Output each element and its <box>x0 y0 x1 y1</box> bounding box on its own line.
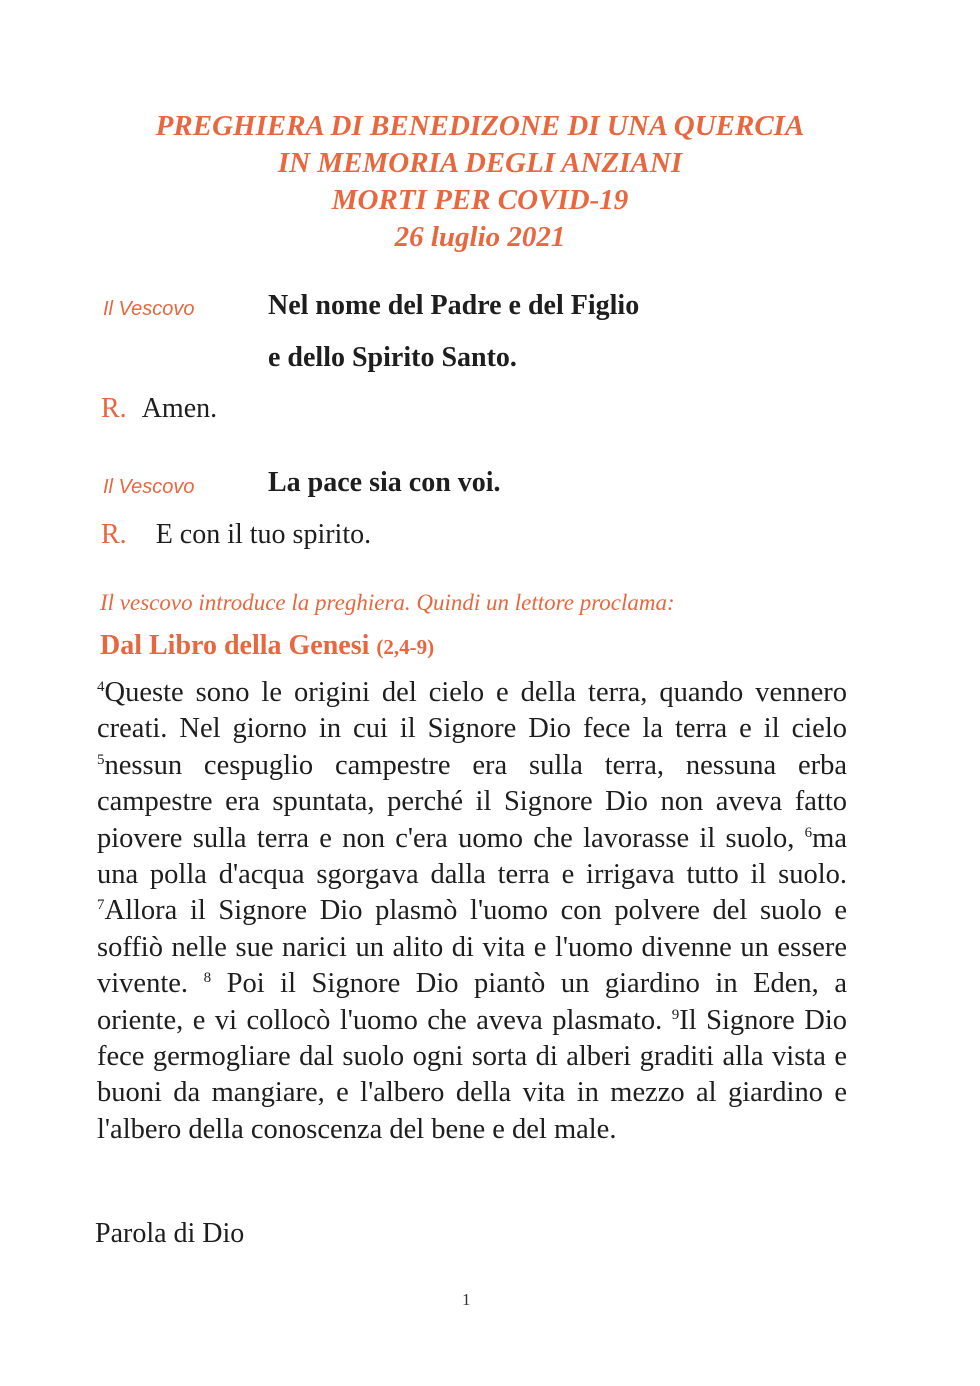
celebrant-line: Nel nome del Padre e del Figlio <box>268 290 640 321</box>
response-text: E con il tuo spirito. <box>155 519 372 550</box>
response-mark: R. <box>101 519 127 550</box>
title-date: 26 luglio 2021 <box>394 221 566 253</box>
verse-text: Queste sono le origini del cielo e della terra, quando vennero creati. Nel giorno in cui il Signore Dio fece la terra e il cielo <box>97 677 847 745</box>
title-line-1: PREGHIERA DI BENEDIZONE DI UNA QUERCIA <box>155 110 805 142</box>
celebrant-line: e dello Spirito Santo. <box>268 342 517 373</box>
verse-number: 4 <box>97 679 105 695</box>
response-mark: R. <box>101 393 127 424</box>
verse-number: 9 <box>671 1006 680 1023</box>
rubric-instruction: Il vescovo introduce la preghiera. Quindi un lettore proclama: <box>100 590 675 615</box>
verse-text: Allora il Signore Dio plasmò l'uomo con polvere del suolo e soffiò nelle sue narici un alito di vita e l'uomo divenne un essere vivente. <box>97 895 847 1000</box>
response-text: Amen. <box>141 393 218 424</box>
document-title <box>0 108 960 256</box>
verse-text: ma una polla d'acqua sgorgava dalla terra e irrigava tutto il suolo. <box>97 822 847 891</box>
title-line-3: MORTI PER COVID-19 <box>331 184 629 216</box>
closing-acclamation: Parola di Dio <box>95 1218 245 1249</box>
response-row <box>101 393 217 425</box>
celebrant-line: La pace sia con voi. <box>268 467 501 498</box>
response-row <box>101 519 371 551</box>
title-line-2: IN MEMORIA DEGLI ANZIANI <box>277 147 683 179</box>
verse-number: 6 <box>804 824 813 841</box>
speaker-role: Il Vescovo <box>103 476 195 498</box>
page-number: 1 <box>462 1290 471 1309</box>
reading-heading <box>100 630 434 662</box>
reading-title: Dal Libro della Genesi <box>100 630 370 661</box>
verse-number: 8 <box>203 970 212 987</box>
verse-text: Il Signore Dio fece germogliare dal suolo ogni sorta di alberi graditi alla vista e buoni da mangiare, e l'albero della vita in mezzo al giardino e l'albero della conoscenza del bene e del male. <box>97 1004 847 1145</box>
verse-number: 7 <box>97 897 105 914</box>
reading-text <box>97 675 847 1148</box>
speaker-role: Il Vescovo <box>103 298 195 320</box>
reading-reference: (2,4-9) <box>376 635 435 659</box>
verse-text: nessun cespuglio campestre era sulla terra, nessuna erba campestre era spuntata, perché il Signore Dio non aveva fatto piovere sulla terra e non c'era uomo che lavorasse il suolo, <box>97 749 847 854</box>
verse-number: 5 <box>97 751 105 768</box>
verse-text: Poi il Signore Dio piantò un giardino in Eden, a oriente, e vi collocò l'uomo che aveva plasmato. <box>97 968 847 1036</box>
